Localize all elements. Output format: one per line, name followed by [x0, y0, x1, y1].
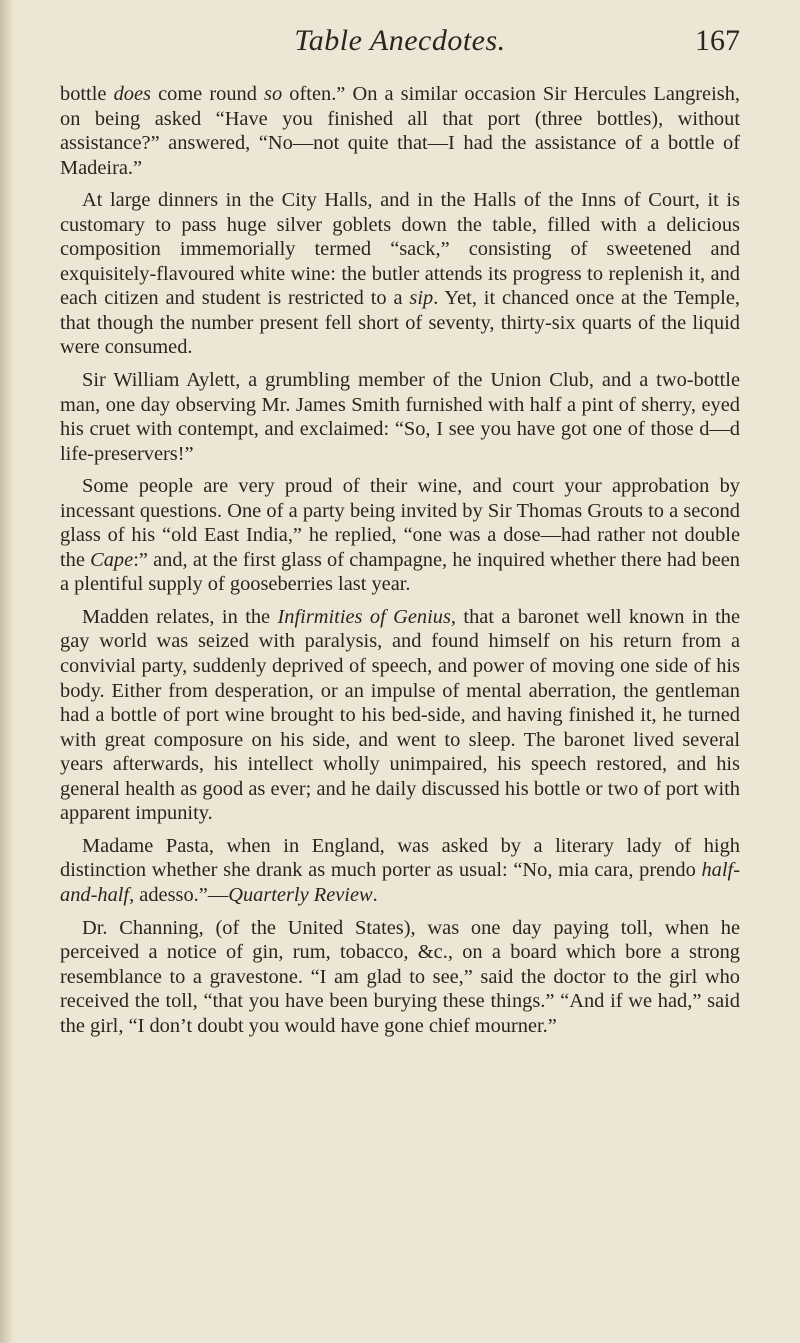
paragraph-1	[60, 82, 740, 180]
italic-span: Infirmities of Genius	[277, 605, 451, 628]
running-header	[60, 24, 740, 70]
page-number: 167	[695, 24, 740, 57]
text-span: .	[372, 883, 378, 906]
running-title: Table Anecdotes.	[294, 24, 506, 57]
italic-span: Quarterly Review	[228, 883, 373, 906]
text-span: At large dinners in the City Halls, and in the Halls of the Inns of Court, it is customary to pass huge silver goblets down the table, filled with a delicious composition immemorially termed “sack,” consisting of sweetened and exquisitely-flavoured white wine: the butler attends its progress to replenish it, and each citizen and student is restricted to a	[60, 189, 740, 310]
page-gutter-shadow	[0, 0, 14, 1343]
text-span: Some people are very proud of their wine, and court your approbation by incessant questions. One of a party being invited by Sir Thomas Grouts to a second glass of his “old East India,” he replied, “one was a dose—had rather not double the	[60, 475, 740, 571]
paragraph-6	[60, 834, 740, 908]
italic-span: Cape	[90, 548, 134, 571]
text-span: come round	[150, 83, 265, 105]
italic-span: sip	[409, 287, 434, 310]
text-span: Madden relates, in the	[82, 605, 278, 628]
text-span: Dr. Channing, (of the United States), was one day paying toll, when he perceived a notice of gin, rum, tobacco, &c., on a board which bore a strong resemblance to a gravestone. “I am glad to see,” said the doctor to the girl who received the toll, “that you have been burying these things.” “And if we had,” said the girl, “I don’t doubt you would have gone chief mourner.”	[60, 916, 740, 1037]
paragraph-5	[60, 605, 740, 826]
text-span: Sir William Aylett, a grumbling member of the Union Club, and a two-bottle man, one day observing Mr. James Smith furnished with half a pint of sherry, eyed his cruet with contempt, and exclaimed: “So, I see you have got one of those d—d life-preservers!”	[60, 369, 740, 465]
text-span: :” and, at the first glass of champagne, he inquired whether there had been a plentiful supply of gooseberries last year.	[60, 548, 740, 596]
paragraph-3	[60, 368, 740, 466]
page-body	[60, 82, 740, 1038]
text-span: , that a baronet well known in the gay world was seized with paralysis, and found himself on his return from a convivial party, suddenly deprived of speech, and power of moving one side of his body. Either from desperation, or an impulse of mental aberration, the gentleman had a bottle of port wine brought to his bed-side, and having finished it, he turned with great composure on his side, and went to sleep. The baronet lived several years afterwards, his intellect wholly unimpaired, his speech restored, and his general health as good as ever; and he daily discussed his bottle or two of port with apparent impunity.	[60, 605, 741, 825]
italic-span: so	[264, 83, 283, 105]
paragraph-4	[60, 474, 740, 597]
text-span: bottle	[60, 83, 114, 105]
text-span: Madame Pasta, when in England, was asked by a literary lady of high distinction whether she drank as much porter as usual: “No, mia cara, prendo	[60, 834, 740, 882]
text-span: , adesso.”—	[129, 883, 229, 906]
text-span: . Yet, it chanced once at the Temple, that though the number present fell short of seventy, thirty-six quarts of the liquid were consumed.	[60, 287, 740, 359]
italic-span: does	[113, 83, 151, 105]
paragraph-2	[60, 188, 740, 360]
text-span: often.” On a similar occasion Sir Hercules Langreish, on being asked “Have you finished all that port (three bottles), without assistance?” answered, “No—not quite that—I had the assistance of a bottle of Madeira.”	[60, 83, 740, 179]
paragraph-7	[60, 916, 740, 1039]
italic-span: half-and-half	[60, 859, 740, 906]
